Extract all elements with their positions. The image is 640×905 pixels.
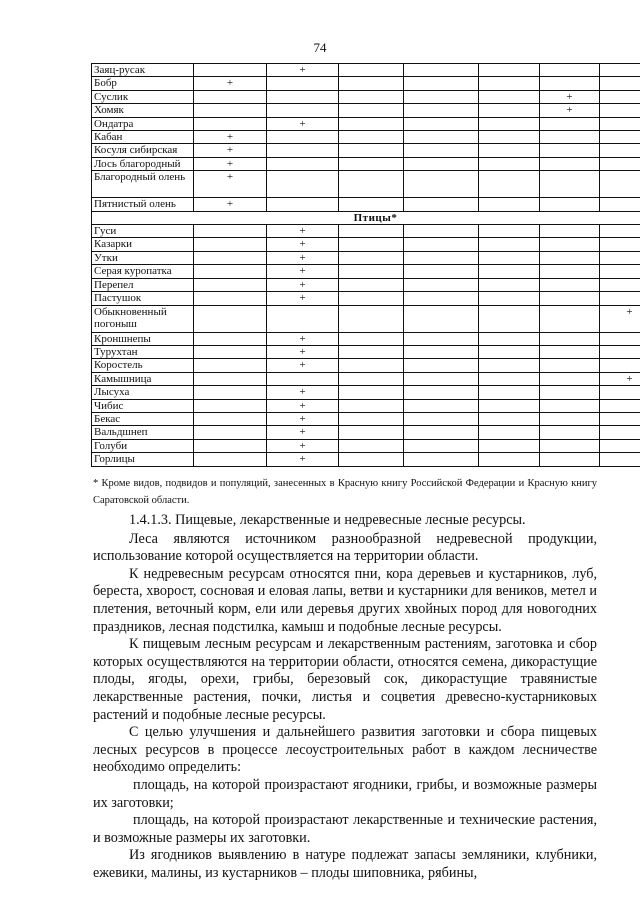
species-name-cell: Бобр <box>92 77 194 90</box>
table-row <box>92 372 640 385</box>
mark-cell <box>600 77 640 90</box>
mark-cell <box>540 171 600 198</box>
mark-cell <box>404 278 479 291</box>
mark-cell <box>404 332 479 345</box>
mark-cell <box>339 90 404 103</box>
mark-cell <box>194 372 267 385</box>
mark-cell <box>404 90 479 103</box>
mark-cell <box>339 117 404 130</box>
mark-cell <box>267 305 339 332</box>
species-name-cell: Камышница <box>92 372 194 385</box>
mark-cell <box>479 305 540 332</box>
mark-cell <box>600 251 640 264</box>
mark-cell <box>339 265 404 278</box>
species-name-cell: Коростель <box>92 359 194 372</box>
mark-cell: + <box>194 198 267 211</box>
mark-cell <box>339 77 404 90</box>
table-row <box>92 171 640 198</box>
mark-cell <box>540 412 600 425</box>
table-row <box>92 265 640 278</box>
mark-cell <box>479 453 540 466</box>
mark-cell: + <box>194 171 267 198</box>
mark-cell <box>404 131 479 144</box>
mark-cell: + <box>267 64 339 77</box>
species-name-cell: Хомяк <box>92 104 194 117</box>
mark-cell <box>600 117 640 130</box>
section-row <box>92 211 640 224</box>
mark-cell <box>479 359 540 372</box>
mark-cell <box>339 386 404 399</box>
mark-cell <box>404 439 479 452</box>
mark-cell <box>194 64 267 77</box>
mark-cell <box>194 332 267 345</box>
mark-cell <box>479 238 540 251</box>
mark-cell <box>600 399 640 412</box>
mark-cell <box>404 144 479 157</box>
mark-cell: + <box>267 117 339 130</box>
mark-cell <box>540 359 600 372</box>
mark-cell <box>479 131 540 144</box>
birds-section <box>92 211 640 224</box>
mark-cell <box>600 171 640 198</box>
mark-cell <box>339 144 404 157</box>
mark-cell: + <box>267 453 339 466</box>
mark-cell <box>194 225 267 238</box>
mark-cell: + <box>540 104 600 117</box>
species-name-cell: Пастушок <box>92 292 194 305</box>
mark-cell <box>404 292 479 305</box>
mark-cell <box>540 386 600 399</box>
paragraph: площадь, на которой произрастают лекарственные и технические растения, и возможные размеры их заготовки. <box>93 812 597 846</box>
mark-cell: + <box>267 359 339 372</box>
paragraph: Леса являются источником разнообразной недревесной продукции, использование которой осуществляется на территории области. <box>93 530 597 565</box>
mark-cell <box>404 171 479 198</box>
mark-cell <box>267 104 339 117</box>
mark-cell <box>479 117 540 130</box>
species-name-cell: Благородный олень <box>92 171 194 198</box>
mark-cell <box>600 64 640 77</box>
table-row <box>92 131 640 144</box>
footnote: * Кроме видов, подвидов и популяций, занесенных в Красную книгу Российской Федерации и Красную книгу Саратовской области. <box>93 478 597 506</box>
species-name-cell: Гуси <box>92 225 194 238</box>
species-name-cell: Утки <box>92 251 194 264</box>
mark-cell <box>540 238 600 251</box>
section-header-birds: Птицы* <box>92 211 640 224</box>
mark-cell <box>479 198 540 211</box>
mark-cell <box>600 412 640 425</box>
mark-cell: + <box>267 251 339 264</box>
mark-cell <box>339 278 404 291</box>
mark-cell <box>600 292 640 305</box>
mark-cell: + <box>600 372 640 385</box>
table-row <box>92 157 640 170</box>
paragraph: площадь, на которой произрастают ягодники, грибы, и возможные размеры их заготовки; <box>93 776 597 811</box>
table-row <box>92 332 640 345</box>
mark-cell <box>267 171 339 198</box>
mark-cell <box>404 157 479 170</box>
mark-cell <box>194 399 267 412</box>
mark-cell <box>540 144 600 157</box>
mark-cell: + <box>194 144 267 157</box>
mark-cell <box>267 131 339 144</box>
mark-cell <box>339 198 404 211</box>
mark-cell <box>479 426 540 439</box>
mark-cell <box>600 104 640 117</box>
mark-cell <box>404 238 479 251</box>
mark-cell <box>194 345 267 358</box>
mark-cell <box>404 399 479 412</box>
table-row <box>92 453 640 466</box>
mark-cell: + <box>540 90 600 103</box>
table-row <box>92 104 640 117</box>
mark-cell <box>267 77 339 90</box>
mark-cell: + <box>267 265 339 278</box>
paragraph: Из ягодников выявлению в натуре подлежат запасы земляники, клубники, ежевики, малины, из кустарников – плоды шиповника, рябины, <box>93 847 597 881</box>
mark-cell <box>540 399 600 412</box>
mark-cell <box>404 117 479 130</box>
mammal-rows <box>92 64 640 212</box>
mark-cell <box>479 372 540 385</box>
mark-cell <box>339 292 404 305</box>
mark-cell <box>479 292 540 305</box>
mark-cell <box>194 305 267 332</box>
species-name-cell: Лось благородный <box>92 157 194 170</box>
mark-cell <box>479 251 540 264</box>
mark-cell <box>600 332 640 345</box>
mark-cell <box>479 345 540 358</box>
mark-cell <box>540 251 600 264</box>
mark-cell <box>479 77 540 90</box>
species-name-cell: Серая куропатка <box>92 265 194 278</box>
mark-cell <box>600 198 640 211</box>
species-name-cell: Кабан <box>92 131 194 144</box>
mark-cell <box>404 453 479 466</box>
mark-cell <box>339 104 404 117</box>
mark-cell <box>404 359 479 372</box>
table-row <box>92 117 640 130</box>
mark-cell <box>194 104 267 117</box>
mark-cell <box>339 426 404 439</box>
mark-cell <box>540 345 600 358</box>
mark-cell <box>404 64 479 77</box>
mark-cell <box>540 453 600 466</box>
mark-cell: + <box>267 332 339 345</box>
mark-cell: + <box>267 292 339 305</box>
mark-cell <box>479 439 540 452</box>
mark-cell <box>339 157 404 170</box>
mark-cell <box>600 439 640 452</box>
mark-cell <box>267 144 339 157</box>
species-name-cell: Горлицы <box>92 453 194 466</box>
mark-cell <box>540 426 600 439</box>
mark-cell <box>194 238 267 251</box>
species-name-cell: Пятнистый олень <box>92 198 194 211</box>
mark-cell <box>404 104 479 117</box>
mark-cell <box>194 278 267 291</box>
mark-cell: + <box>194 157 267 170</box>
mark-cell <box>600 157 640 170</box>
mark-cell: + <box>194 77 267 90</box>
mark-cell: + <box>194 131 267 144</box>
mark-cell <box>540 77 600 90</box>
mark-cell <box>339 453 404 466</box>
mark-cell <box>600 144 640 157</box>
table-row <box>92 144 640 157</box>
mark-cell <box>404 386 479 399</box>
mark-cell: + <box>267 399 339 412</box>
mark-cell <box>479 399 540 412</box>
mark-cell: + <box>600 305 640 332</box>
mark-cell: + <box>267 278 339 291</box>
mark-cell <box>479 157 540 170</box>
mark-cell <box>540 439 600 452</box>
mark-cell <box>479 412 540 425</box>
paragraph: С целью улучшения и дальнейшего развития заготовки и сбора пищевых лесных ресурсов в процессе лесоустроительных работ в каждом лесничестве необходимо определить: <box>93 724 597 776</box>
mark-cell: + <box>267 426 339 439</box>
mark-cell <box>194 292 267 305</box>
table-row <box>92 278 640 291</box>
mark-cell <box>404 345 479 358</box>
mark-cell <box>339 251 404 264</box>
mark-cell <box>600 426 640 439</box>
mark-cell <box>540 64 600 77</box>
species-name-cell: Обыкновенный погоныш <box>92 305 194 332</box>
mark-cell <box>404 412 479 425</box>
species-name-cell: Ондатра <box>92 117 194 130</box>
mark-cell <box>339 225 404 238</box>
mark-cell: + <box>267 439 339 452</box>
mark-cell <box>194 117 267 130</box>
mark-cell <box>339 64 404 77</box>
mark-cell <box>404 372 479 385</box>
species-name-cell: Турухтан <box>92 345 194 358</box>
mark-cell <box>404 426 479 439</box>
table-row <box>92 90 640 103</box>
table-row <box>92 359 640 372</box>
species-name-cell: Косуля сибирская <box>92 144 194 157</box>
mark-cell <box>404 225 479 238</box>
mark-cell <box>479 64 540 77</box>
mark-cell <box>194 359 267 372</box>
mark-cell <box>339 332 404 345</box>
mark-cell <box>479 90 540 103</box>
table-row <box>92 251 640 264</box>
species-name-cell: Чибис <box>92 399 194 412</box>
mark-cell <box>194 386 267 399</box>
species-name-cell: Перепел <box>92 278 194 291</box>
bird-rows <box>92 225 640 467</box>
table-row <box>92 345 640 358</box>
mark-cell <box>339 238 404 251</box>
mark-cell: + <box>267 412 339 425</box>
mark-cell <box>600 345 640 358</box>
mark-cell <box>600 278 640 291</box>
mark-cell <box>404 77 479 90</box>
mark-cell <box>404 305 479 332</box>
mark-cell <box>479 332 540 345</box>
table-row <box>92 198 640 211</box>
mark-cell <box>600 131 640 144</box>
mark-cell <box>479 278 540 291</box>
mark-cell <box>339 399 404 412</box>
mark-cell <box>540 117 600 130</box>
mark-cell <box>404 265 479 278</box>
mark-cell <box>600 225 640 238</box>
mark-cell <box>339 439 404 452</box>
table-row <box>92 386 640 399</box>
mark-cell <box>479 104 540 117</box>
mark-cell <box>600 453 640 466</box>
mark-cell <box>540 157 600 170</box>
mark-cell <box>267 372 339 385</box>
mark-cell <box>540 278 600 291</box>
species-name-cell: Бекас <box>92 412 194 425</box>
paragraph: К недревесным ресурсам относятся пни, кора деревьев и кустарников, луб, береста, хворост, сосновая и еловая лапы, ветви и кустарники для веников, метел и плетения, веточный корм, ели или деревья других хвойных пород для новогодних праздников, лесная подстилка, камыш и подобные лесные ресурсы. <box>93 565 597 635</box>
mark-cell <box>339 305 404 332</box>
mark-cell <box>194 251 267 264</box>
table-row <box>92 77 640 90</box>
mark-cell <box>194 426 267 439</box>
body-text <box>93 512 597 882</box>
mark-cell: + <box>267 238 339 251</box>
species-name-cell: Суслик <box>92 90 194 103</box>
mark-cell <box>540 198 600 211</box>
mark-cell <box>339 372 404 385</box>
mark-cell <box>540 332 600 345</box>
species-name-cell: Кроншнепы <box>92 332 194 345</box>
table-row <box>92 412 640 425</box>
mark-cell <box>194 265 267 278</box>
mark-cell <box>479 225 540 238</box>
mark-cell <box>194 439 267 452</box>
species-name-cell: Голуби <box>92 439 194 452</box>
mark-cell <box>479 171 540 198</box>
mark-cell <box>540 305 600 332</box>
table-row <box>92 305 640 332</box>
mark-cell <box>194 90 267 103</box>
species-name-cell: Заяц-русак <box>92 64 194 77</box>
mark-cell <box>339 412 404 425</box>
mark-cell <box>600 238 640 251</box>
mark-cell <box>479 265 540 278</box>
species-name-cell: Вальдшнеп <box>92 426 194 439</box>
mark-cell <box>600 359 640 372</box>
mark-cell <box>600 265 640 278</box>
table-row <box>92 292 640 305</box>
mark-cell <box>267 198 339 211</box>
table-row <box>92 64 640 77</box>
table-row <box>92 238 640 251</box>
section-heading: 1.4.1.3. Пищевые, лекарственные и недревесные лесные ресурсы. <box>129 512 526 528</box>
mark-cell <box>479 144 540 157</box>
mark-cell <box>404 198 479 211</box>
page-number: 74 <box>313 40 327 55</box>
mark-cell <box>600 386 640 399</box>
mark-cell <box>540 265 600 278</box>
mark-cell <box>600 90 640 103</box>
mark-cell: + <box>267 345 339 358</box>
mark-cell <box>540 131 600 144</box>
table-row <box>92 399 640 412</box>
species-name-cell: Казарки <box>92 238 194 251</box>
mark-cell <box>194 412 267 425</box>
table-row <box>92 426 640 439</box>
mark-cell <box>339 131 404 144</box>
species-name-cell: Лысуха <box>92 386 194 399</box>
species-table <box>91 63 640 467</box>
mark-cell <box>339 171 404 198</box>
mark-cell: + <box>267 225 339 238</box>
mark-cell <box>540 372 600 385</box>
mark-cell <box>404 251 479 264</box>
mark-cell <box>267 90 339 103</box>
table-row <box>92 439 640 452</box>
mark-cell: + <box>267 386 339 399</box>
mark-cell <box>540 225 600 238</box>
mark-cell <box>339 359 404 372</box>
mark-cell <box>339 345 404 358</box>
mark-cell <box>479 386 540 399</box>
paragraph: К пищевым лесным ресурсам и лекарственным растениям, заготовка и сбор которых осуществляются на территории области, относятся семена, дикорастущие плоды, ягоды, орехи, грибы, березовый сок, дикорастущие травянистые лекарственные растения, почки, листья и соцветия древесно-кустарниковых растений и подобные лесные ресурсы. <box>93 636 597 723</box>
mark-cell <box>267 157 339 170</box>
table-row <box>92 225 640 238</box>
mark-cell <box>540 292 600 305</box>
mark-cell <box>194 453 267 466</box>
